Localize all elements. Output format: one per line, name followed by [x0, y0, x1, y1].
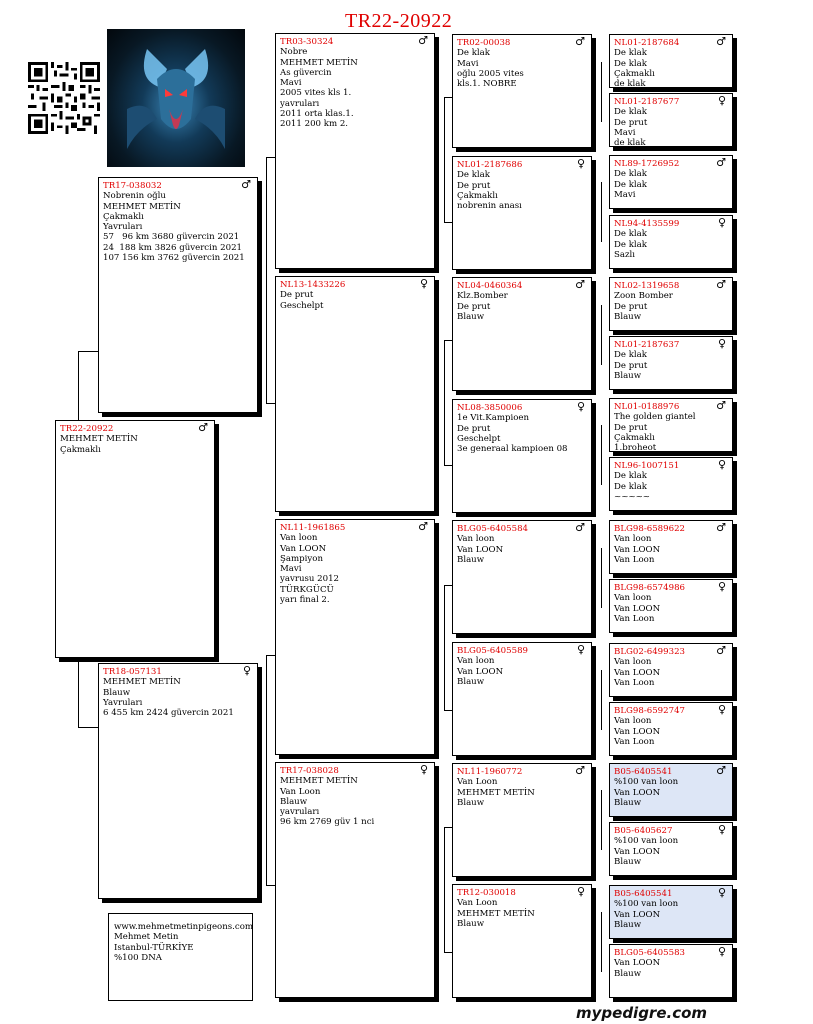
bird-detail: Yavruları [103, 222, 143, 233]
bird-card-gen4[interactable] [609, 579, 733, 633]
ring-number: NL13-1433226 [280, 280, 346, 290]
owner-location: Istanbul-TÜRKİYE [114, 942, 194, 953]
bird-detail: yarı final 2. [280, 595, 330, 606]
bird-detail: De prut [614, 422, 648, 433]
sex-icon: ♂ [418, 34, 428, 47]
bird-detail: De klak [614, 58, 647, 69]
bird-detail: 57 96 km 3680 güvercin 2021 [103, 232, 240, 243]
bird-detail: MEHMET METİN [280, 776, 358, 787]
bird-detail: Van Loon [280, 786, 321, 797]
sex-icon: ♀ [419, 277, 428, 290]
bird-card-gen4[interactable] [609, 885, 733, 939]
bird-detail: %100 van loon [614, 899, 679, 910]
bird-detail: Van loon [457, 656, 495, 667]
bird-card-gen4[interactable] [609, 457, 733, 511]
qr-code-icon[interactable] [28, 62, 100, 134]
bird-detail: Çakmaklı [614, 432, 655, 443]
ring-number: TR03-30324 [280, 37, 334, 47]
bird-detail: Çakmaklı [60, 444, 101, 455]
ring-number: NL08-3850006 [457, 403, 523, 413]
ring-number: BLG05-6405589 [457, 646, 528, 656]
ring-number: NL11-1960772 [457, 767, 523, 777]
connector [601, 548, 602, 608]
sex-icon: ♀ [576, 885, 585, 898]
ring-number: B05-6405541 [614, 889, 673, 899]
sex-icon: ♀ [576, 643, 585, 656]
bird-detail: Van LOON [614, 909, 661, 920]
sex-icon: ♂ [198, 421, 208, 434]
bird-detail: 3e generaal kampioen 08 [457, 444, 568, 455]
bird-detail: De klak [614, 239, 647, 250]
sex-icon: ♂ [716, 764, 726, 777]
sex-icon: ♂ [418, 520, 428, 533]
connector [601, 62, 602, 122]
bird-detail: Mavi [280, 78, 302, 89]
bird-detail: Blauw [457, 918, 485, 929]
bird-detail: Van LOON [614, 603, 661, 614]
bird-card-gen2[interactable] [275, 762, 435, 998]
bird-card-gen4[interactable] [609, 93, 733, 147]
bird-card-gen4[interactable] [609, 822, 733, 876]
bird-detail: De klak [614, 481, 647, 492]
bird-detail: De klak [457, 48, 490, 59]
connector [266, 655, 275, 656]
connector [601, 305, 602, 365]
ring-number: TR18-057131 [103, 667, 162, 677]
bird-detail: Van LOON [614, 667, 661, 678]
ring-number: NL01-2187677 [614, 97, 680, 107]
bird-detail: kls.1. NOBRE [457, 79, 517, 90]
ring-number: BLG05-6405584 [457, 524, 528, 534]
bird-detail: Çakmaklı [457, 190, 498, 201]
bird-detail: De klak [614, 107, 647, 118]
connector [444, 340, 445, 465]
owner-name: Mehmet Metin [114, 932, 179, 943]
bird-detail: Van LOON [614, 544, 661, 555]
sex-icon: ♂ [716, 156, 726, 169]
bird-card-gen2[interactable] [275, 276, 435, 512]
bird-detail: Blauw [457, 554, 485, 565]
ring-number: NL96-1007151 [614, 461, 680, 471]
connector [266, 403, 275, 404]
bird-card-gen4[interactable] [609, 398, 733, 452]
sex-icon: ♂ [575, 764, 585, 777]
bird-detail: Van LOON [457, 544, 504, 555]
bird-detail: Blauw [103, 687, 131, 698]
bird-detail: De klak [457, 170, 490, 181]
bird-detail: As güvercin [280, 67, 332, 78]
bird-detail: 2011 200 km 2. [280, 119, 349, 130]
bird-detail: 1e Vit.Kampioen [457, 413, 530, 424]
bird-detail: 96 km 2769 güv 1 nci [280, 817, 375, 828]
connector [78, 727, 99, 728]
bird-detail: ~~~~~ [614, 491, 651, 502]
ring-number: NL04-0460364 [457, 281, 523, 291]
connector [266, 655, 267, 885]
bird-detail: Mavi [280, 564, 302, 575]
connector [444, 97, 445, 222]
ring-number: NL01-2187684 [614, 38, 680, 48]
sex-icon: ♀ [717, 823, 726, 836]
bird-card-gen3[interactable] [452, 763, 592, 877]
bird-card-subject[interactable] [55, 420, 215, 658]
sex-icon: ♀ [717, 216, 726, 229]
bird-detail: MEHMET METİN [60, 434, 138, 445]
bird-detail: Sazlı [614, 249, 636, 260]
bird-detail: Geschelpt [457, 433, 501, 444]
bird-detail: yavruları [280, 98, 320, 109]
connector [444, 222, 452, 223]
sex-icon: ♂ [575, 35, 585, 48]
bird-detail: 1.broheot [614, 443, 657, 452]
bird-detail: yavruları [280, 807, 320, 818]
sex-icon: ♀ [419, 763, 428, 776]
ring-number: TR17-038028 [280, 766, 339, 776]
connector [444, 827, 452, 828]
connector [444, 340, 452, 341]
bird-detail: De klak [614, 48, 647, 59]
bird-detail: De klak [614, 229, 647, 240]
bird-detail: Van Loon [457, 898, 498, 909]
connector [601, 182, 602, 242]
bird-detail: 2005 vites kls 1. [280, 88, 352, 99]
bird-card-gen4[interactable] [609, 155, 733, 209]
sex-icon: ♀ [717, 703, 726, 716]
bird-detail: nobrenin anası [457, 201, 522, 212]
bird-card-gen4[interactable] [609, 643, 733, 697]
sex-icon: ♀ [717, 94, 726, 107]
bird-detail: Geschelpt [280, 300, 324, 311]
bird-card-gen3[interactable] [452, 520, 592, 634]
bird-detail: Nobre [280, 47, 308, 58]
bird-detail: De prut [614, 360, 648, 371]
bird-card-sire[interactable] [98, 177, 258, 413]
bird-detail: de klak [614, 79, 646, 88]
ring-number: TR12-030018 [457, 888, 516, 898]
bird-detail: Van loon [614, 593, 652, 604]
ring-number: TR02-00038 [457, 38, 511, 48]
bird-detail: De prut [614, 301, 648, 312]
bird-detail: %100 van loon [614, 836, 679, 847]
bird-detail: The golden giantel [614, 412, 696, 423]
bird-detail: Van LOON [614, 958, 661, 969]
sex-icon: ♂ [716, 521, 726, 534]
bird-detail: Van LOON [614, 787, 661, 798]
bird-detail: Van LOON [280, 543, 327, 554]
bird-detail: Van loon [614, 657, 652, 668]
ring-number: BLG98-6592747 [614, 706, 685, 716]
owner-info-box [108, 913, 253, 1001]
connector [444, 465, 452, 466]
bird-detail: Van LOON [614, 846, 661, 857]
bird-detail: Nobrenin oğlu [103, 191, 166, 202]
bird-detail: Blauw [457, 797, 485, 808]
sex-icon: ♀ [242, 664, 251, 677]
connector [444, 827, 445, 952]
sex-icon: ♂ [575, 278, 585, 291]
ring-number: B05-6405541 [614, 767, 673, 777]
connector [444, 97, 452, 98]
bird-detail: Blauw [614, 968, 642, 979]
bird-card-gen3[interactable] [452, 642, 592, 756]
connector [266, 157, 275, 158]
bird-card-gen2[interactable] [275, 519, 435, 755]
bird-card-gen3[interactable] [452, 34, 592, 148]
connector [444, 710, 452, 711]
bird-detail: oğlu 2005 vites [457, 68, 524, 79]
bird-detail: Mavi [614, 127, 636, 138]
sex-icon: ♀ [717, 458, 726, 471]
bird-card-gen4[interactable] [609, 944, 733, 998]
website-link[interactable]: www.mehmetmetinpigeons.com [114, 922, 254, 932]
bird-detail: Blauw [614, 856, 642, 867]
ring-number: NL01-2187637 [614, 340, 680, 350]
ring-number: NL89-1726952 [614, 159, 680, 169]
bird-detail: De prut [614, 117, 648, 128]
bird-card-gen2[interactable] [275, 33, 435, 269]
bird-detail: Yavruları [103, 697, 143, 708]
bird-card-gen3[interactable] [452, 399, 592, 513]
ring-number: TR22-20922 [60, 424, 114, 434]
bird-detail: Van Loon [457, 777, 498, 788]
sex-icon: ♀ [717, 886, 726, 899]
bird-detail: Van LOON [614, 726, 661, 737]
bird-detail: Van LOON [457, 666, 504, 677]
sex-icon: ♀ [576, 400, 585, 413]
bird-detail: Şampiyon [280, 553, 323, 564]
sex-icon: ♀ [717, 945, 726, 958]
bird-detail: Van Loon [614, 613, 655, 624]
bird-detail: Çakmaklı [614, 68, 655, 79]
bird-card-gen4[interactable] [609, 34, 733, 88]
bird-detail: de klak [614, 138, 646, 147]
ring-number: NL02-1319658 [614, 281, 680, 291]
bird-detail: 24 188 km 3826 güvercin 2021 [103, 242, 243, 253]
dragon-photo [107, 29, 245, 167]
bird-detail: MEHMET METİN [457, 787, 535, 798]
connector [444, 952, 452, 953]
connector [444, 585, 445, 710]
bird-detail: TÜRKGÜCÜ [280, 584, 334, 595]
bird-detail: MEHMET METİN [280, 57, 358, 68]
bird-detail: Zoon Bomber [614, 291, 673, 302]
bird-card-gen4[interactable] [609, 277, 733, 331]
bird-card-gen3[interactable] [452, 156, 592, 270]
sex-icon: ♀ [717, 337, 726, 350]
bird-detail: MEHMET METİN [457, 908, 535, 919]
bird-detail: De prut [457, 423, 491, 434]
bird-detail: De klak [614, 471, 647, 482]
bird-detail: Van Loon [614, 677, 655, 688]
bird-detail: De klak [614, 350, 647, 361]
bird-detail: De klak [614, 169, 647, 180]
ring-number: BLG98-6574986 [614, 583, 685, 593]
bird-detail: De klak [614, 179, 647, 190]
bird-detail: 107 156 km 3762 güvercin 2021 [103, 253, 245, 264]
connector [601, 790, 602, 850]
sex-icon: ♂ [241, 178, 251, 191]
bird-detail: Van Loon [614, 736, 655, 747]
bird-detail: Blauw [614, 797, 642, 808]
sex-icon: ♀ [576, 157, 585, 170]
bird-detail: Van loon [457, 534, 495, 545]
bird-detail: Klz.Bomber [457, 291, 508, 302]
connector [601, 425, 602, 485]
bird-detail: Çakmaklı [103, 211, 144, 222]
bird-detail: Van loon [614, 534, 652, 545]
bird-detail: Van Loon [614, 554, 655, 565]
sex-icon: ♂ [716, 278, 726, 291]
bird-detail: Blauw [614, 311, 642, 322]
connector [444, 585, 452, 586]
ring-number: B05-6405627 [614, 826, 673, 836]
bird-detail: Blauw [614, 370, 642, 381]
ring-number: NL01-0188976 [614, 402, 680, 412]
bird-detail: Blauw [457, 311, 485, 322]
pedigree-title: TR22-20922 [345, 10, 453, 32]
ring-number: NL01-2187686 [457, 160, 523, 170]
sex-icon: ♂ [716, 35, 726, 48]
bird-detail: Mavi [614, 189, 636, 200]
bird-card-gen4[interactable] [609, 520, 733, 574]
ring-number: BLG02-6499323 [614, 647, 685, 657]
brand-logo[interactable]: mypedigre.com [576, 1004, 708, 1022]
connector [601, 912, 602, 972]
bird-detail: De prut [457, 180, 491, 191]
bird-detail: De prut [280, 290, 314, 301]
bird-card-gen3[interactable] [452, 277, 592, 391]
dragon-head-icon [107, 29, 245, 167]
bird-detail: %100 van loon [614, 777, 679, 788]
connector [78, 351, 99, 352]
bird-card-gen4[interactable] [609, 702, 733, 756]
connector [601, 670, 602, 730]
dna-note: %100 DNA [114, 952, 162, 963]
bird-card-dam[interactable] [98, 663, 258, 899]
ring-number: TR17-038032 [103, 181, 162, 191]
bird-detail: Blauw [280, 796, 308, 807]
bird-detail: 2011 orta klas.1. [280, 109, 354, 120]
sex-icon: ♂ [716, 644, 726, 657]
sex-icon: ♂ [575, 521, 585, 534]
bird-detail: De prut [457, 301, 491, 312]
bird-card-gen3[interactable] [452, 884, 592, 998]
bird-card-gen4[interactable] [609, 336, 733, 390]
bird-detail: yavrusu 2012 [280, 574, 340, 585]
sex-icon: ♀ [717, 580, 726, 593]
bird-card-gen4[interactable] [609, 763, 733, 817]
bird-detail: 6 455 km 2424 güvercin 2021 [103, 708, 234, 719]
bird-detail: Blauw [614, 919, 642, 930]
ring-number: BLG98-6589622 [614, 524, 685, 534]
bird-detail: Van loon [614, 716, 652, 727]
bird-detail: MEHMET METİN [103, 201, 181, 212]
bird-detail: Van loon [280, 533, 318, 544]
bird-detail: Blauw [457, 676, 485, 687]
bird-detail: Mavi [457, 58, 479, 69]
bird-detail: MEHMET METİN [103, 677, 181, 688]
bird-card-gen4[interactable] [609, 215, 733, 269]
ring-number: NL94-4135599 [614, 219, 680, 229]
connector [266, 157, 267, 403]
connector [78, 655, 79, 727]
connector [266, 885, 275, 886]
sex-icon: ♂ [716, 399, 726, 412]
ring-number: NL11-1961865 [280, 523, 346, 533]
ring-number: BLG05-6405583 [614, 948, 685, 958]
